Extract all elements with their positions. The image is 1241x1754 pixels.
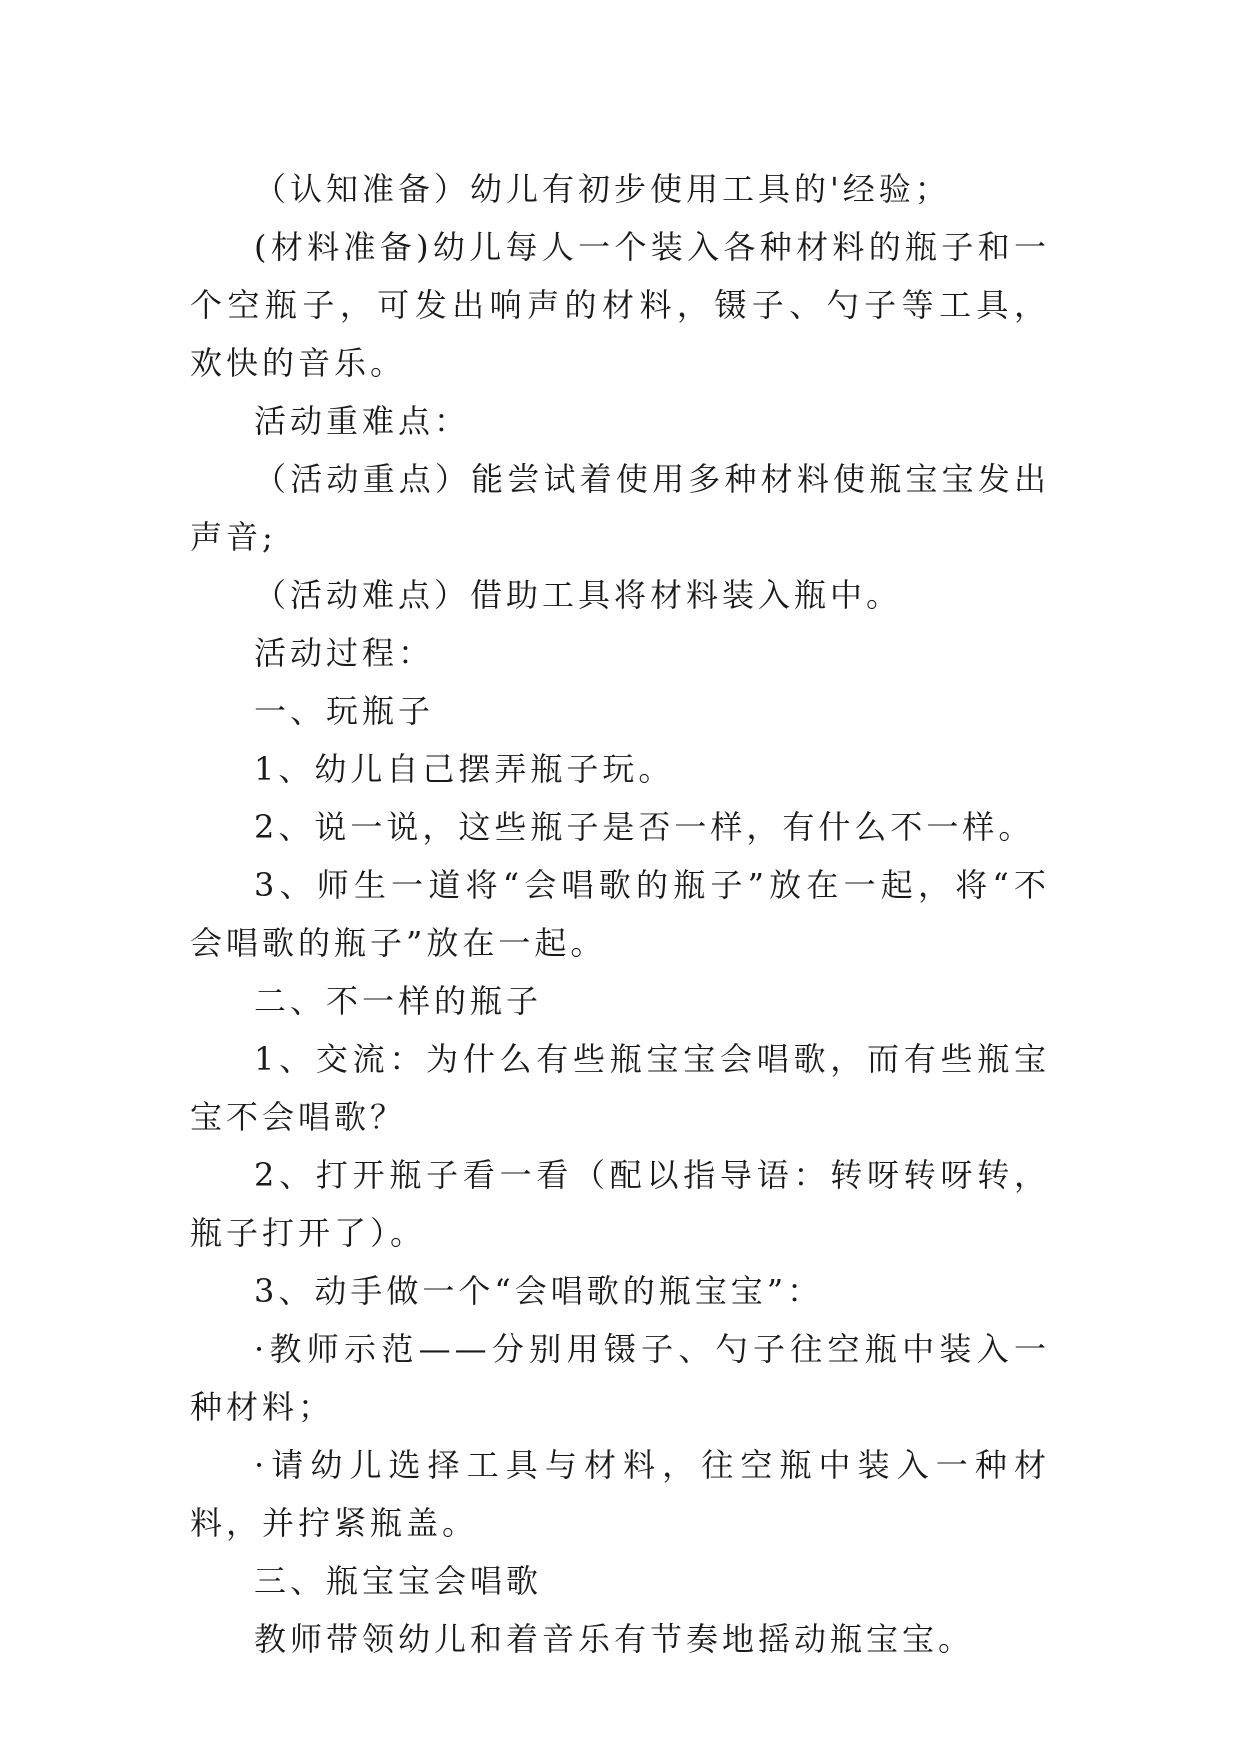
list-item-1-1: 1、幼儿自己摆弄瓶子玩。 [254,750,675,788]
paragraph-teacher-leads: 教师带领幼儿和着音乐有节奏地摇动瓶宝宝。 [254,1620,975,1658]
list-item-2-2: 2、打开瓶子看一看（配以指导语：转呀转呀转，瓶子打开了）。 [190,1156,1050,1252]
bullet-teacher-demo: ·教师示范——分别用镊子、勺子往空瓶中装入一种材料； [190,1330,1050,1426]
paragraph-difficult-point: （活动难点）借助工具将材料装入瓶中。 [254,576,903,614]
section-heading-1: 一、玩瓶子 [254,692,435,730]
list-item-1-2: 2、说一说，这些瓶子是否一样，有什么不一样。 [254,808,1035,846]
list-item-1-3: 3、师生一道将“会唱歌的瓶子”放在一起，将“不会唱歌的瓶子”放在一起。 [190,866,1050,962]
paragraph-key-point: （活动重点）能尝试着使用多种材料使瓶宝宝发出声音; [190,460,1050,556]
section-heading-3: 三、瓶宝宝会唱歌 [254,1562,543,1600]
bullet-children-select: ·请幼儿选择工具与材料，往空瓶中装入一种材料，并拧紧瓶盖。 [190,1446,1050,1542]
paragraph-material-preparation: (材料准备)幼儿每人一个装入各种材料的瓶子和一个空瓶子，可发出响声的材料，镊子、勺子等工具，欢快的音乐。 [190,228,1050,382]
list-item-2-1: 1、交流：为什么有些瓶宝宝会唱歌，而有些瓶宝宝不会唱歌？ [190,1040,1050,1136]
section-heading-2: 二、不一样的瓶子 [254,982,543,1020]
heading-activity-process: 活动过程： [254,634,435,672]
heading-key-difficult-points: 活动重难点： [254,402,471,440]
list-item-2-3: 3、动手做一个“会唱歌的瓶宝宝”： [254,1272,824,1310]
paragraph-cognitive-preparation: （认知准备）幼儿有初步使用工具的'经验； [254,170,951,208]
document-body [190,160,1050,1668]
